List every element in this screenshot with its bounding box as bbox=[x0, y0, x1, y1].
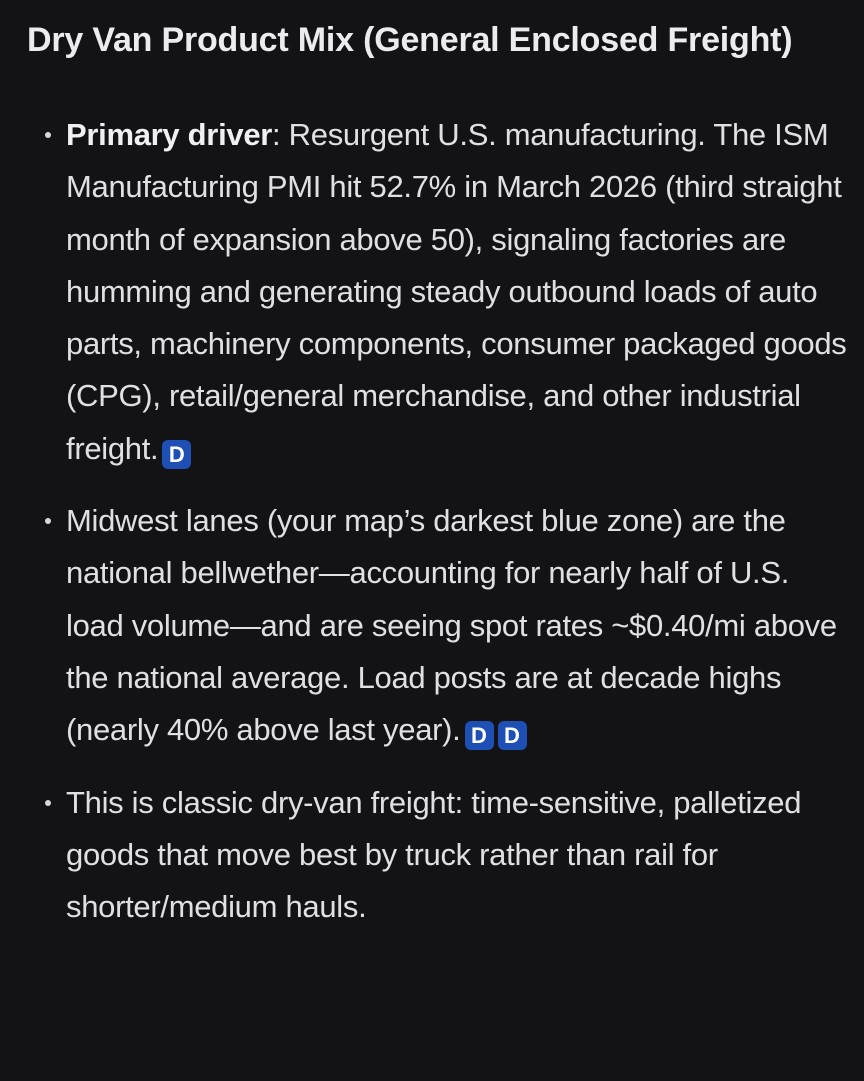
bullet-lead-label: Primary driver bbox=[66, 117, 273, 152]
response-content bbox=[27, 10, 847, 933]
citation-badge[interactable]: D bbox=[465, 721, 494, 750]
bullet-list bbox=[27, 109, 847, 933]
citation-badge[interactable]: D bbox=[162, 440, 191, 469]
bullet-primary-driver bbox=[27, 109, 847, 475]
bullet-midwest-lanes bbox=[27, 495, 847, 756]
bullet-text: : Resurgent U.S. manufacturing. The ISM Manufacturing PMI hit 52.7% in March 2026 (third straight month of expansion above 50), signaling factories are humming and generating steady outbound loads of auto parts, machinery components, consumer packaged goods (CPG), retail/general merchandise, and other industrial freight. bbox=[66, 117, 847, 466]
bullet-text: Midwest lanes (your map’s darkest blue zone) are the national bellwether—accounting for nearly half of U.S. load volume—and are seeing spot rates ~$0.40/mi above the national average. Load posts are at decade highs (nearly 40% above last year). bbox=[66, 503, 837, 748]
bullet-dry-van-freight bbox=[27, 777, 847, 934]
section-heading: Dry Van Product Mix (General Enclosed Freight) bbox=[27, 21, 793, 59]
bullet-text: This is classic dry-van freight: time-sensitive, palletized goods that move best by truck rather than rail for shorter/medium hauls. bbox=[66, 784, 802, 925]
citation-badge[interactable]: D bbox=[498, 721, 527, 750]
